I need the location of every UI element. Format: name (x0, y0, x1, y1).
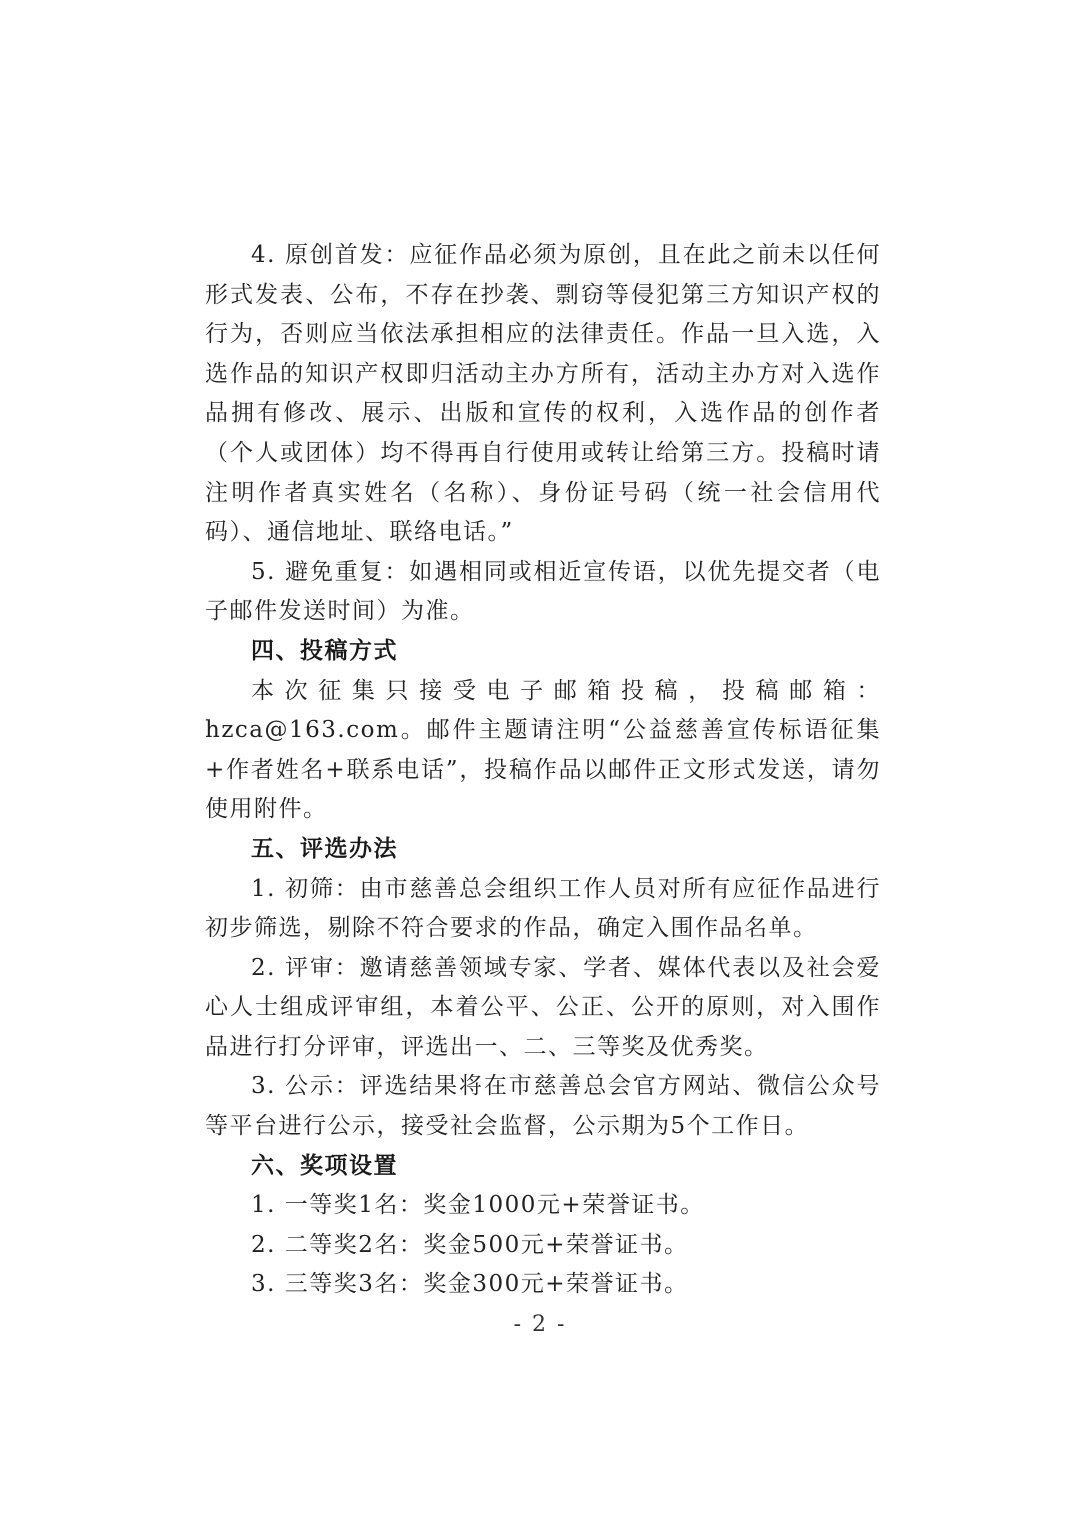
para-public-notice: 3. 公示：评选结果将在市慈善总会官方网站、微信公众号等平台进行公示，接受社会监督，公示期为5个工作日。 (205, 1073, 881, 1140)
para-second-prize: 2. 二等奖2名：奖金500元+荣誉证书。 (251, 1231, 689, 1258)
para-submission-email: 本次征集只接受电子邮箱投稿，投稿邮箱：hzca@163.com。邮件主题请注明“公益慈善宣传标语征集+作者姓名+联系电话”，投稿作品以邮件正文形式发送，请勿使用附件。 (205, 677, 881, 823)
heading-selection-method: 五、评选办法 (251, 835, 398, 862)
heading-submission-method: 四、投稿方式 (251, 637, 398, 664)
para-original-first-release: 4. 原创首发：应征作品必须为原创，且在此之前未以任何形式发表、公布，不存在抄袭、剽窃等侵犯第三方知识产权的行为，否则应当依法承担相应的法律责任。作品一旦入选，入选作品的知识产权即归活动主办方所有，活动主办方对入选作品拥有修改、展示、出版和宣传的权利，入选作品的创作者（个人或团体）均不得再自行使用或转让给第三方。投稿时请注明作者真实姓名（名称）、身份证号码（统一社会信用代码）、通信地址、联络电话。” (205, 242, 881, 546)
page-number: - 2 - (513, 1312, 567, 1337)
para-preliminary-screening: 1. 初筛：由市慈善总会组织工作人员对所有应征作品进行初步筛选，剔除不符合要求的作品，确定入围作品名单。 (205, 875, 881, 942)
para-avoid-duplicates: 5. 避免重复：如遇相同或相近宣传语，以优先提交者（电子邮件发送时间）为准。 (205, 558, 881, 625)
document-body (205, 236, 881, 1305)
para-third-prize: 3. 三等奖3名：奖金300元+荣誉证书。 (251, 1271, 689, 1298)
para-first-prize: 1. 一等奖1名：奖金1000元+荣誉证书。 (251, 1192, 705, 1219)
heading-awards: 六、奖项设置 (251, 1152, 398, 1179)
para-review: 2. 评审：邀请慈善领域专家、学者、媒体代表以及社会爱心人士组成评审组，本着公平、公正、公开的原则，对入围作品进行打分评审，评选出一、二、三等奖及优秀奖。 (205, 954, 881, 1060)
